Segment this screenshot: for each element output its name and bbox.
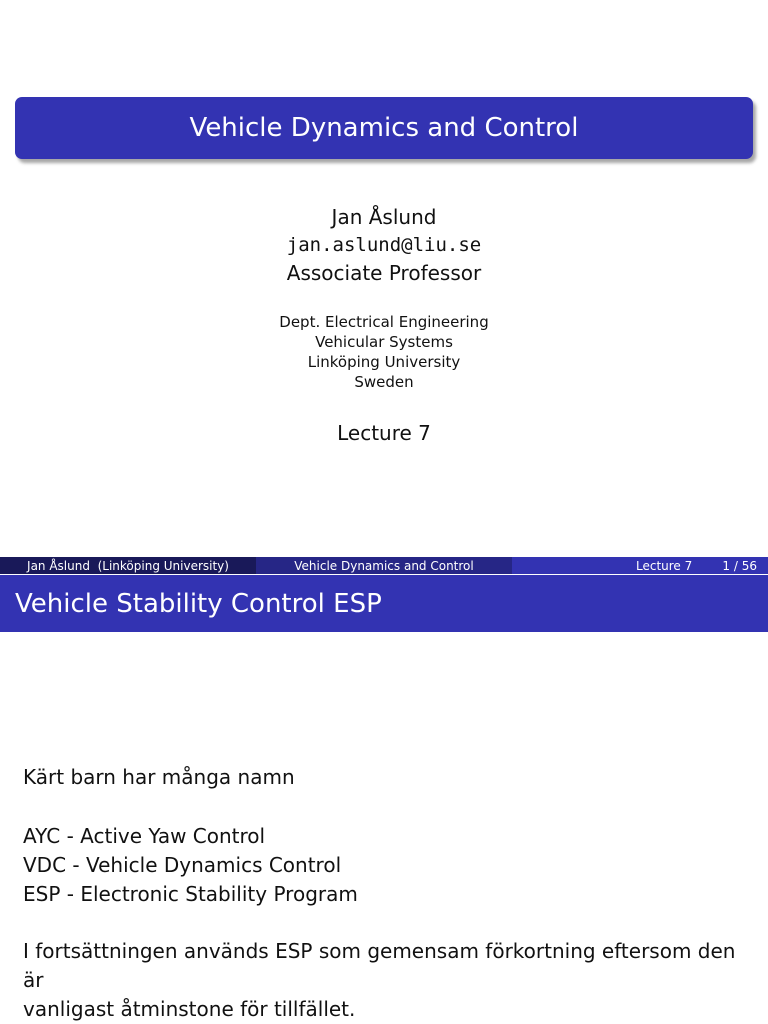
list-item: ESP - Electronic Stability Program [23,882,358,906]
frame-title: Vehicle Stability Control ESP [15,588,382,619]
lecture-number: Lecture 7 [337,421,431,445]
institute-line-country: Sweden [354,373,414,391]
conclusion-line: vanligast åtminstone för tillfället. [23,997,356,1021]
author-email: jan.aslund@liu.se [286,234,482,256]
footer-lecture: Lecture 7 [636,558,693,573]
frame-title-bar [0,575,768,632]
conclusion-line: I fortsättningen används ESP som gemensam förkortning eftersom den är [23,939,736,992]
footer-meta [512,557,768,574]
footer-title [256,557,512,574]
acronym-list [23,822,358,909]
author-name: Jan Åslund [331,205,437,229]
presentation-title: Vehicle Dynamics and Control [189,113,579,143]
institute-block [0,312,768,392]
footer-title-text: Vehicle Dynamics and Control [294,558,474,573]
footer-author [0,557,256,574]
footer-author-text: Jan Åslund (Linköping University) [27,558,229,573]
slide-footer [0,557,768,574]
list-item: VDC - Vehicle Dynamics Control [23,853,342,877]
institute-line-division: Vehicular Systems [315,333,453,351]
institute-line-dept: Dept. Electrical Engineering [279,313,489,331]
title-banner [15,97,753,159]
footer-page-number: 1 / 56 [722,558,757,573]
author-role: Associate Professor [286,261,482,285]
intro-text: Kärt barn har många namn [23,765,295,789]
conclusion-text [23,937,753,1024]
institute-line-university: Linköping University [307,353,461,371]
list-item: AYC - Active Yaw Control [23,824,266,848]
